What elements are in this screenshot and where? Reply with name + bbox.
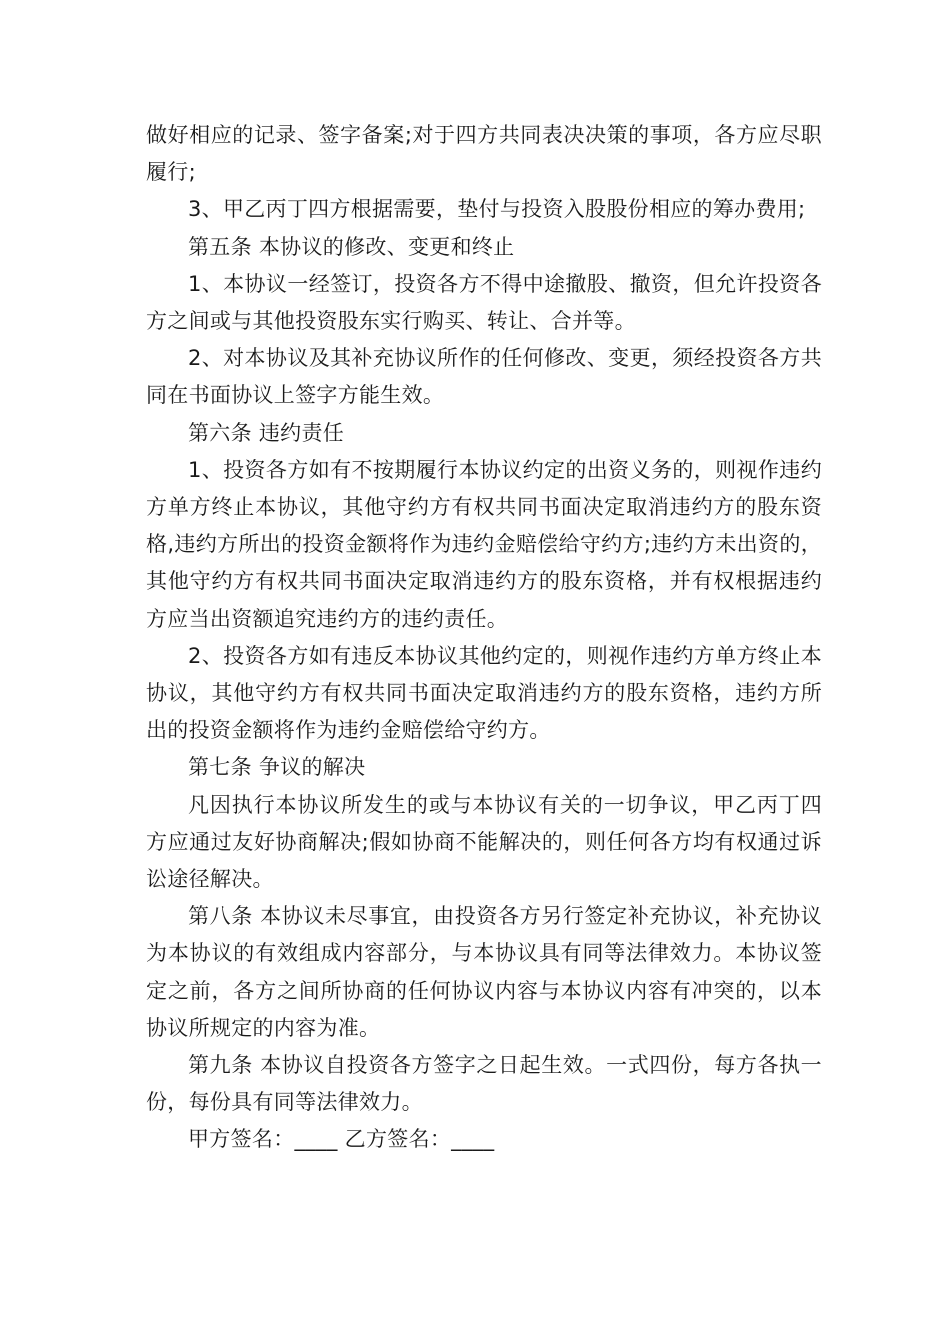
paragraph-article-6-item-1: 1、投资各方如有不按期履行本协议约定的出资义务的，则视作违约方单方终止本协议，其他守约方有权共同书面决定取消违约方的股东资格,违约方所出的投资金额将作为违约金赔偿给守约方;违约方未出资的，其他守约方有权共同书面决定取消违约方的股东资格，并有权根据违约方应当出资额追究违约方的违约责任。 xyxy=(146,457,822,631)
paragraph-article-5-item-2: 2、对本协议及其补充协议所作的任何修改、变更，须经投资各方共同在书面协议上签字方能生效。 xyxy=(146,346,822,408)
paragraph-article-8: 第八条 本协议未尽事宜，由投资各方另行签定补充协议，补充协议为本协议的有效组成内容部分，与本协议具有同等法律效力。本协议签定之前，各方之间所协商的任何协议内容与本协议内容有冲突的，以本协议所规定的内容为准。 xyxy=(146,904,822,1040)
paragraph-article-7-body: 凡因执行本协议所发生的或与本协议有关的一切争议，甲乙丙丁四方应通过友好协商解决;假如协商不能解决的，则任何各方均有权通过诉讼途径解决。 xyxy=(146,792,822,892)
signature-line: 甲方签名：____ 乙方签名：____ xyxy=(188,1127,495,1152)
document-page xyxy=(146,117,822,1159)
paragraph-article-5-item-1: 1、本协议一经签订，投资各方不得中途撤股、撤资，但允许投资各方之间或与其他投资股东实行购买、转让、合并等。 xyxy=(146,271,822,334)
article-6-heading: 第六条 违约责任 xyxy=(188,420,345,445)
paragraph-record-filing: 做好相应的记录、签字备案;对于四方共同表决决策的事项，各方应尽职履行; xyxy=(146,123,822,185)
paragraph-clause-3-expenses: 3、甲乙丙丁四方根据需要，垫付与投资入股股份相应的筹办费用; xyxy=(188,197,806,222)
article-7-heading: 第七条 争议的解决 xyxy=(188,755,366,780)
article-5-heading: 第五条 本协议的修改、变更和终止 xyxy=(188,234,515,259)
paragraph-article-9: 第九条 本协议自投资各方签字之日起生效。一式四份，每方各执一份，每份具有同等法律效力。 xyxy=(146,1053,822,1115)
paragraph-article-6-item-2: 2、投资各方如有违反本协议其他约定的，则视作违约方单方终止本协议，其他守约方有权共同书面决定取消违约方的股东资格，违约方所出的投资金额将作为违约金赔偿给守约方。 xyxy=(146,643,822,743)
